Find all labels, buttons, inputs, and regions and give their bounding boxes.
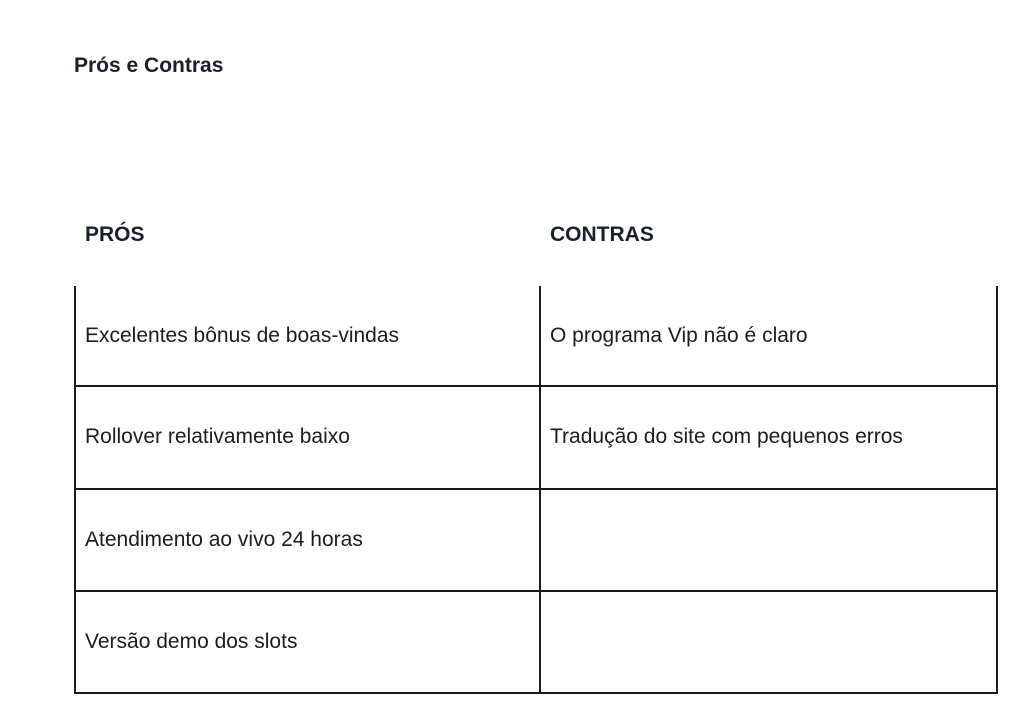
cons-column-header: CONTRAS <box>550 223 654 246</box>
con-cell <box>550 592 990 692</box>
table-row <box>74 286 998 388</box>
table-border-bottom <box>74 692 998 694</box>
pro-cell: Excelentes bônus de boas-vindas <box>85 324 400 347</box>
con-cell: O programa Vip não é claro <box>550 324 808 347</box>
con-cell <box>550 490 990 590</box>
pro-cell: Versão demo dos slots <box>85 630 298 653</box>
con-cell: Tradução do site com pequenos erros <box>550 425 903 448</box>
pro-cell: Rollover relativamente baixo <box>85 425 350 448</box>
pros-column-header: PRÓS <box>85 223 145 246</box>
table-row <box>74 592 998 694</box>
pro-cell: Atendimento ao vivo 24 horas <box>85 528 363 551</box>
page-title: Prós e Contras <box>74 54 224 77</box>
table-row <box>74 490 998 592</box>
pros-cons-table <box>74 286 998 694</box>
table-row <box>74 387 998 489</box>
